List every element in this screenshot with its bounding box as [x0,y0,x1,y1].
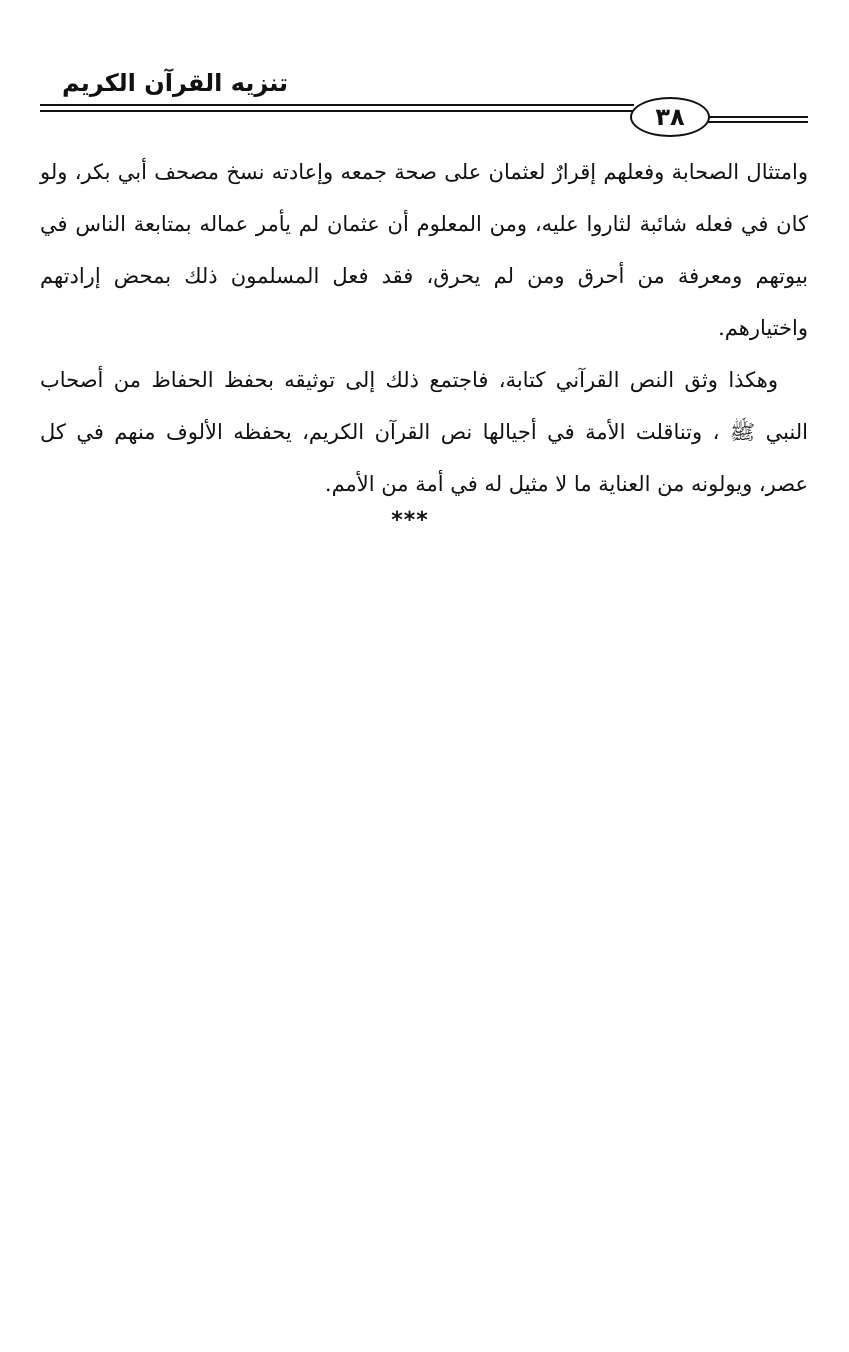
paragraph: وامتثال الصحابة وفعلهم إقرارٌ لعثمان على صحة جمعه وإعادته نسخ مصحف أبي بكر، ولو كان في فعله شائبة لثاروا عليه، ومن المعلوم أن عثمان لم يأمر عماله بمتابعة الناس في بيوتهم ومعرفة من أحرق ومن لم يحرق، فقد فعل المسلمون ذلك بمحض إرادتهم واختيارهم. [40,160,808,340]
running-title: تنزيه القرآن الكريم [61,69,289,97]
paragraph: وهكذا وثق النص القرآني كتابة، فاجتمع ذلك إلى توثيقه بحفظ الحفاظ من أصحاب النبي ﷺ ، وتناقلت الأمة في أجيالها نص القرآن الكريم، يحفظه الألوف منهم في كل عصر، ويولونه من العناية ما لا مثيل له في أمة من الأمم. [40,368,808,496]
page-number: ٣٨ [655,103,685,131]
header-rule [706,116,808,118]
page-number-badge [630,97,710,137]
header-rule [40,104,634,106]
header-rule [706,121,808,123]
header-rule [40,110,634,112]
body-text [40,146,808,510]
section-separator: *** [391,508,429,533]
